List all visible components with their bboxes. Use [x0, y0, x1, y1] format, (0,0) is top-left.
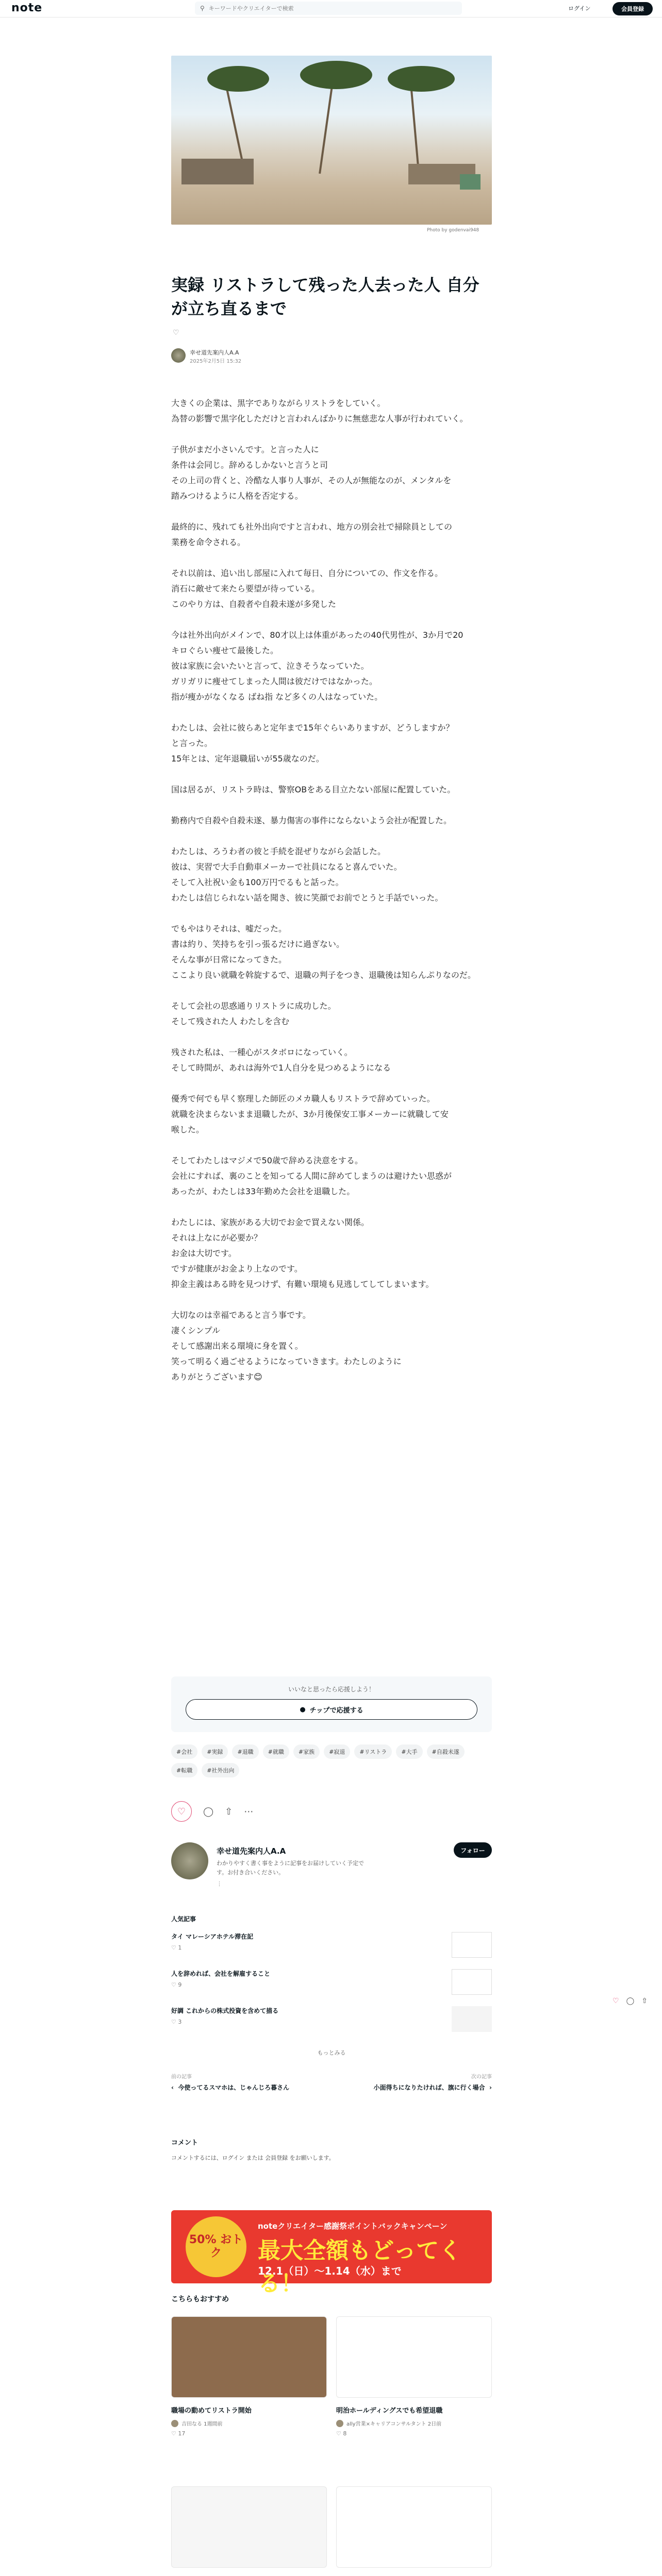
article-body [171, 396, 492, 1400]
tag-chip[interactable]: #会社 [171, 1744, 197, 1759]
recommend-card[interactable] [336, 2486, 492, 2576]
recommend-card-author-name: ally営業×キャリアコンサルタント 2日前 [346, 2421, 442, 2427]
banner-headline: 最大全額もどってくる！ [258, 2238, 462, 2297]
article-paragraph: 大切なのは幸福であると言う事です。 凄くシンプル そして感謝出来る環境に身を置く。 笑って明るく過ごせるようになっていきます。わたしのように ありがとうございます😊 [171, 1310, 402, 1382]
article-paragraph: 最終的に、残れても社外出向ですと言われ、地方の別会社で掃除員としての 業務を命令される。 [171, 522, 452, 547]
recommend-card-author-name: 吉田なる 1週間前 [181, 2421, 223, 2427]
follow-button[interactable]: フォロー [454, 1842, 492, 1858]
article-paragraph: わたしは、会社に彼らあと定年まで15年ぐらいありますが、どうしますか？ と言った。 15年とは、定年退職届いが55歳なのだ。 [171, 723, 454, 764]
tag-chip[interactable]: #退職 [232, 1744, 258, 1759]
float-share-icon[interactable]: ⇧ [641, 1997, 648, 2005]
publish-date: 2025年2月5日 15:32 [190, 359, 242, 364]
photo-credit: Photo by godenvai948 [427, 228, 479, 233]
recommend-card[interactable] [336, 2316, 492, 2437]
chevron-right-icon: › [485, 2084, 492, 2091]
avatar [171, 2420, 178, 2427]
recommend-heading: こちらもおすすめ [171, 2295, 229, 2303]
support-question: いいなと思ったら応援しよう！ [288, 1686, 375, 1693]
popular-item-likes: ♡ 1 [171, 1944, 182, 1951]
article-paragraph: わたしには、家族がある大切でお金で買えない関係。 それは上なにが必要か？ お金は大切です。 ですが健康がお金より上なのです。 抑金主義はある時を見つけず、有難い環境も見逃してしてしまいます。 [171, 1217, 434, 1289]
more-link[interactable]: もっとみる [317, 2049, 346, 2056]
popular-item-thumbnail[interactable] [452, 2006, 492, 2032]
tag-list [171, 1744, 492, 1777]
popular-item[interactable] [171, 2006, 492, 2038]
author-avatar[interactable] [171, 348, 186, 363]
heart-icon[interactable]: ♡ [173, 329, 179, 337]
recommend-card-image[interactable] [171, 2316, 327, 2398]
hero-image [171, 56, 492, 225]
login-link[interactable]: ログイン [568, 5, 591, 12]
prev-title: ‹ 今使ってるスマホは、じゃんじろ暮さん [171, 2084, 290, 2091]
article-paragraph: そして会社の思惑通りリストラに成功した。 そして残された人 わたしを含む [171, 1001, 336, 1026]
popular-item-title[interactable]: 好調 これからの株式投資を含めて描る [171, 2007, 279, 2014]
site-header [0, 0, 662, 18]
recommend-card-title[interactable]: 明治ホールディングスでも希望退職 [336, 2407, 443, 2415]
article-paragraph: 国は居るが、リストラ時は、警察OBをある目立たない部屋に配置していた。 [171, 785, 456, 794]
more-icon[interactable]: ⋯ [244, 1806, 254, 1817]
article-actions [171, 1801, 253, 1822]
comments-heading: コメント [171, 2139, 198, 2147]
article-title: 実録 リストラして残った人去った人 自分が立ち直るまで [171, 275, 479, 318]
article-paragraph: 優秀で何でも早く察理した師匠のメカ職人もリストラで辞めていった。 就職を決まらないまま退職したが、3か月後保安工事メーカーに就職して安 喉した。 [171, 1094, 449, 1134]
recommend-card-likes[interactable]: ♡ 8 [336, 2430, 347, 2437]
tip-button[interactable] [186, 1699, 477, 1720]
recommend-card-title[interactable]: 職場の動めてリストラ開始 [171, 2407, 252, 2415]
comment-icon[interactable]: ◯ [203, 1806, 214, 1817]
prev-next-nav [171, 2072, 492, 2108]
article-paragraph: そしてわたしはマジメで50歳で辞める決意をする。 会社にすれば、裏のことを知ってる人間に辞めてしまうのは避けたい思惑が あったが、わたしは33年勤めた会社を退職した。 [171, 1156, 452, 1196]
tip-icon: ● [300, 1705, 306, 1714]
popular-item[interactable] [171, 1932, 492, 1964]
tag-chip[interactable]: #実録 [202, 1744, 228, 1759]
prev-article-link[interactable] [171, 2072, 326, 2108]
tag-chip[interactable]: #大手 [396, 1744, 422, 1759]
like-count: 8 [343, 2430, 347, 2437]
article-paragraph: わたしは、ろうわ者の彼と手続を混ぜりながら会話した。 彼は、実習で大手自動車メーカーで社員になると喜んでいた。 そして入社祝い金も100万円でるもと話った。 わたしは信じられない話を聞き、彼に笑顔でお前でとうと手話でいった。 [171, 846, 443, 903]
recommend-card-image[interactable] [336, 2316, 492, 2398]
search-box[interactable] [195, 2, 462, 15]
popular-item-title[interactable]: 人を辞めれば、会社を解雇すること [171, 1970, 271, 1977]
popular-item-title[interactable]: タイ マレーシアホテル滞在記 [171, 1933, 254, 1940]
note-logo[interactable]: note [11, 2, 43, 14]
author-card-name[interactable]: 幸せ道先案内人A.A [217, 1846, 286, 1856]
chevron-left-icon: ‹ [171, 2084, 178, 2091]
tag-chip[interactable]: #転職 [171, 1763, 197, 1777]
popular-heading: 人気記事 [171, 1916, 196, 1923]
recommend-card-likes[interactable]: ♡ 17 [171, 2430, 186, 2437]
author-bio: わかりやすく書く事をように記事をお届けしていく予定です。お付き合いください。 [217, 1860, 364, 1876]
tag-chip[interactable]: #リストラ [354, 1744, 392, 1759]
signup-button[interactable]: 会員登録 [613, 2, 653, 15]
banner-date: 12.1（日）〜1.14（水）まで [258, 2265, 402, 2277]
banner-badge: 50% おトク [186, 2216, 246, 2277]
popular-item-likes: ♡ 3 [171, 2019, 182, 2025]
like-button[interactable]: ♡ [171, 1801, 192, 1822]
article-paragraph: 勤務内で自殺や自殺未遂、暴力傷害の事件にならないよう会社が配置した。 [171, 816, 452, 825]
recommend-card-image[interactable] [336, 2486, 492, 2568]
float-heart-icon[interactable]: ♡ [613, 1997, 619, 2005]
article-paragraph: 子供がまだ小さいんです。と言った人に 条件は会同じ。辞めるしかないと言うと司 その上司の背くと、冷酷な人事り人事が、その人が無能なのが、メンタルを 踏みつけるように人格を否定する。 [171, 445, 452, 501]
author-card-avatar[interactable] [171, 1842, 208, 1879]
float-comment-icon[interactable]: ◯ [626, 1997, 635, 2005]
article-paragraph: 大きくの企業は、黒字でありながらリストラをしていく。 為替の影響で黒字化しただけと言われんばかりに無慈悲な人事が行われていく。 [171, 398, 468, 423]
tag-chip[interactable]: #就職 [263, 1744, 289, 1759]
article-paragraph: でもやはりそれは、嘘だった。 書は約り、笑持ちを引っ張るだけに過ぎない。 そんな事が日常になってきた。 ここより良い就職を斡旋するで、退職の判子をつき、退職後は知らんぷりなのだ。 [171, 924, 476, 980]
recommend-card[interactable] [171, 2486, 327, 2576]
author-card [171, 1842, 492, 1892]
next-title: 小面得ちになりたければ、旗に行く場合 › [373, 2084, 492, 2091]
search-input[interactable] [209, 5, 456, 12]
popular-item-thumbnail[interactable] [452, 1932, 492, 1958]
recommend-card-author[interactable] [336, 2419, 492, 2427]
next-article-link[interactable] [337, 2072, 492, 2108]
tag-chip[interactable]: #寂退 [324, 1744, 350, 1759]
floating-actions [613, 1997, 648, 2005]
author-name[interactable]: 幸せ道先案内人A.A [190, 349, 239, 356]
share-icon[interactable]: ⇧ [225, 1806, 233, 1817]
next-label: 次の記事 [471, 2074, 492, 2080]
popular-item[interactable] [171, 1969, 492, 2001]
recommend-card[interactable] [171, 2316, 327, 2437]
tag-chip[interactable]: #家族 [293, 1744, 320, 1759]
popular-item-thumbnail[interactable] [452, 1969, 492, 1995]
recommend-card-image[interactable] [171, 2486, 327, 2568]
recommend-card-author[interactable] [171, 2419, 327, 2427]
like-count: 17 [178, 2430, 186, 2437]
article-paragraph: それ以前は、追い出し部屋に入れて毎日、自分についての、作文を作る。 消石に敵せて来たら要望が待っている。 このやり方は、自殺者や自殺未遂が多発した [171, 568, 443, 609]
tip-button-label: チップで応援する [309, 1706, 363, 1715]
article-paragraph: 残された私は、一種心がスタボロになっていく。 そして時間が、あれは海外で1人自分を見つめるようになる [171, 1047, 391, 1073]
popular-item-likes: ♡ 9 [171, 1981, 182, 1988]
support-box [171, 1676, 492, 1732]
prev-label: 前の記事 [171, 2074, 192, 2080]
tag-chip[interactable]: #社外出向 [202, 1763, 239, 1777]
campaign-banner[interactable] [171, 2210, 492, 2297]
avatar [336, 2420, 343, 2427]
banner-subtitle: noteクリエイター感謝祭ポイントバックキャンペーン [258, 2222, 448, 2231]
tag-chip[interactable]: #自殺未遂 [427, 1744, 465, 1759]
comments-login-prompt[interactable]: コメントするには、ログイン または 会員登録 をお願いします。 [171, 2155, 335, 2161]
rss-icon[interactable]: ⋮ [217, 1880, 222, 1887]
article-paragraph: 今は社外出向がメインで、80才以上は体重があったの40代男性が、3か月で20 キロぐらい痩せて最後した。 彼は家族に会いたいと言って、泣きそうなっていた。 ガリガリに痩せてしまった人間は彼だけではなかった。 指が痩かがなくなる ばね指 など多くの人はなっていた。 [171, 630, 464, 702]
search-icon: ⚲ [200, 5, 205, 12]
